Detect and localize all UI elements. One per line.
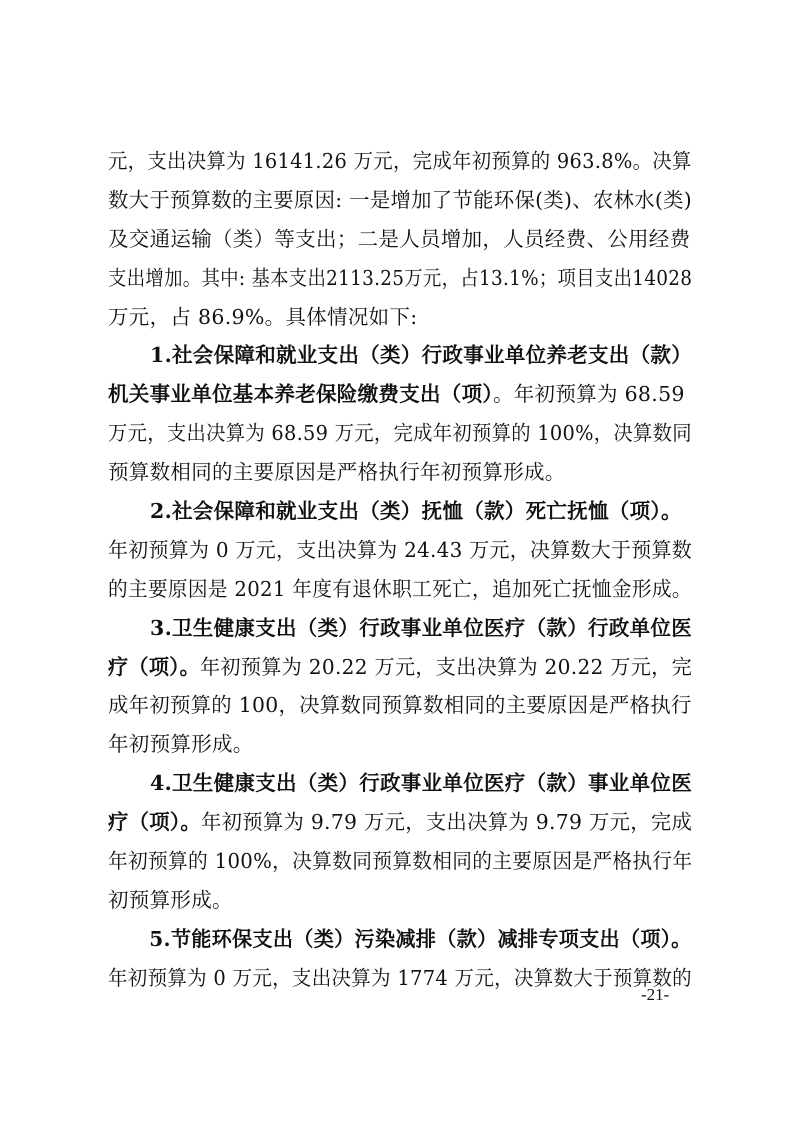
text-line: 数大于预算数的主要原因: 一是增加了节能环保(类)、农林水(类) [108, 187, 693, 212]
text-line: 及交通运输（类）等支出；二是人员增加，人员经费、公用经费 [108, 226, 691, 251]
text-line: 年初预算为 0 万元，支出决算为 24.43 万元，决算数大于预算数 [108, 537, 692, 562]
text-line: 初预算形成。 [108, 887, 233, 912]
item-1-heading-cont: 机关事业单位基本养老保险缴费支出（项）。年初预算为 68.59 [108, 382, 685, 407]
item-3-heading: 3.卫生健康支出（类）行政事业单位医疗（款）行政单位医 [150, 615, 692, 640]
text-line: 年初预算为 0 万元，支出决算为 1774 万元，决算数大于预算数的 [108, 965, 692, 990]
item-4-heading-cont: 疗（项）。年初预算为 9.79 万元，支出决算为 9.79 万元，完成 [108, 810, 693, 835]
item-5-heading: 5.节能环保支出（类）污染减排（款）减排专项支出（项）。 [149, 926, 692, 951]
text-line: 年初预算的 100%，决算数同预算数相同的主要原因是严格执行年 [108, 849, 693, 874]
text-line: 支出增加。其中: 基本支出2113.25万元，占13.1%；项目支出14028 [108, 265, 693, 290]
text-line: 成年初预算的 100，决算数同预算数相同的主要原因是严格执行 [108, 693, 692, 718]
text-line: 万元，支出决算为 68.59 万元，完成年初预算的 100%，决算数同 [108, 421, 692, 446]
item-2-heading: 2.社会保障和就业支出（类）抚恤（款）死亡抚恤（项）。 [150, 499, 682, 524]
text-line: 万元，占 86.9%。具体情况如下: [108, 304, 418, 329]
text-line: 元，支出决算为 16141.26 万元，完成年初预算的 963.8%。决算 [108, 149, 692, 173]
item-3-heading-cont: 疗（项）。年初预算为 20.22 万元，支出决算为 20.22 万元，完 [108, 654, 692, 679]
item-4-heading: 4.卫生健康支出（类）行政事业单位医疗（款）事业单位医 [150, 771, 692, 796]
text-line: 预算数相同的主要原因是严格执行年初预算形成。 [108, 460, 566, 485]
body-text [108, 142, 692, 998]
item-1-heading: 1.社会保障和就业支出（类）行政事业单位养老支出（款） [150, 343, 692, 368]
page-number: -21- [641, 985, 670, 1004]
text-line: 的主要原因是 2021 年度有退休职工死亡，追加死亡抚恤金形成。 [108, 576, 692, 601]
text-line: 年初预算形成。 [108, 732, 254, 757]
